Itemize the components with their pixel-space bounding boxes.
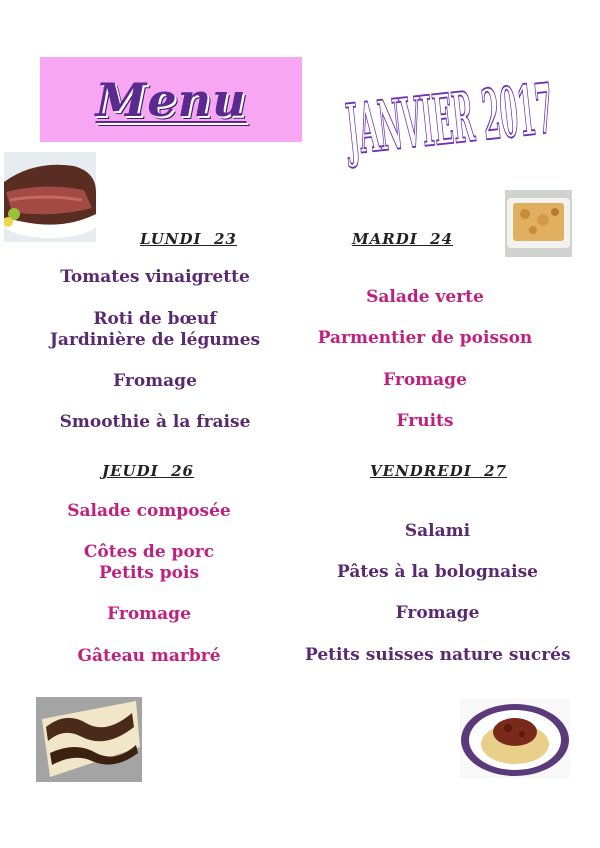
friday-starter: Salami <box>404 521 471 541</box>
day-monday: LUNDI 23 <box>140 230 237 248</box>
tuesday-main: Parmentier de poisson <box>317 328 533 348</box>
monday-main-1: Roti de bœuf <box>93 309 217 329</box>
monday-main-2: Jardinière de légumes <box>49 330 261 350</box>
thursday-starter: Salade composée <box>67 501 231 521</box>
thursday-cheese: Fromage <box>107 604 191 624</box>
monday-cheese: Fromage <box>113 371 197 391</box>
friday-main: Pâtes à la bolognaise <box>337 562 538 582</box>
thursday-main-1: Côtes de porc <box>83 542 215 562</box>
month-title-text: JANVIER 2017 <box>342 68 558 171</box>
tuesday-cheese: Fromage <box>383 370 467 390</box>
tuesday-starter: Salade verte <box>366 287 484 307</box>
gratin-photo <box>505 190 572 257</box>
title-box <box>40 57 302 142</box>
friday-cheese: Fromage <box>395 603 480 623</box>
page-title: Menu <box>95 72 247 127</box>
day-friday: VENDREDI 27 <box>370 462 508 480</box>
thursday-main-2: Petits pois <box>98 563 200 583</box>
month-title <box>330 62 570 182</box>
thursday-dessert: Gâteau marbré <box>77 646 221 666</box>
monday-starter: Tomates vinaigrette <box>60 267 250 287</box>
roast-beef-photo <box>4 152 96 242</box>
bolognese-photo <box>460 698 570 778</box>
day-tuesday: MARDI 24 <box>352 230 454 248</box>
marble-cake-photo <box>36 697 142 782</box>
tuesday-dessert: Fruits <box>396 411 454 431</box>
day-thursday: JEUDI 26 <box>102 462 194 480</box>
friday-dessert: Petits suisses nature sucrés <box>305 645 571 665</box>
monday-dessert: Smoothie à la fraise <box>59 412 251 432</box>
